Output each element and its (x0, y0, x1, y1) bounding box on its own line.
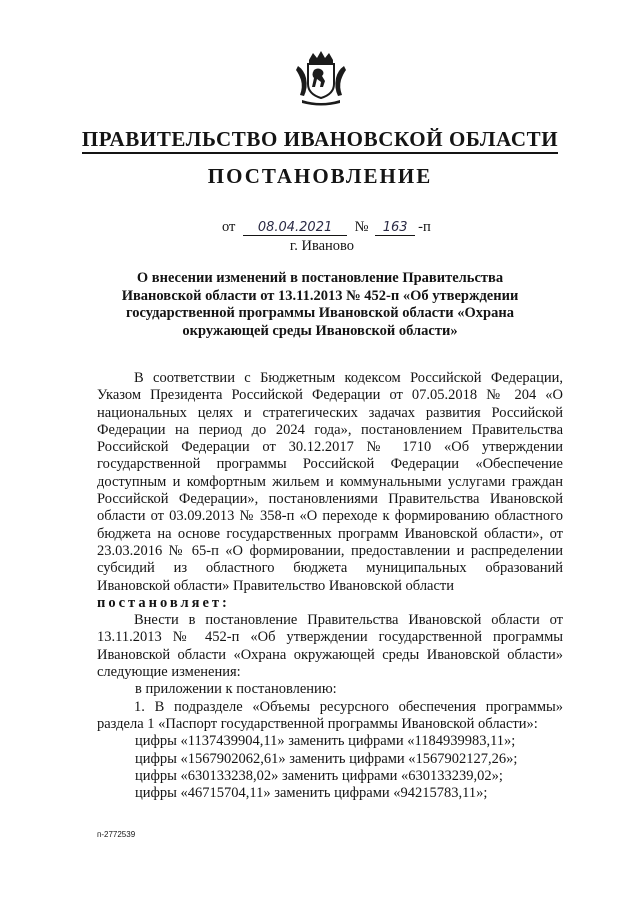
decides-word: постановляет: (97, 594, 230, 611)
footer-code: п-2772539 (97, 830, 136, 839)
date-number-line (222, 219, 431, 236)
number-suffix: -п (418, 219, 431, 235)
document-body (97, 370, 563, 802)
replacement-line: цифры «1567902062,61» заменить цифрами «1567902127,26»; (135, 750, 518, 767)
coat-of-arms-icon (294, 50, 348, 106)
item-1-paragraph: 1. В подразделе «Объемы ресурсного обеспечения программы» раздела 1 «Паспорт государственной программы Ивановской области»: (97, 698, 563, 732)
document-subject: О внесении изменений в постановление Правительства Ивановской области от 13.11.2013 № 452-п «Об утверждении государственной программы Ивановской области «Охрана окружающей среды Ивановской области» (121, 270, 519, 339)
replacement-line: цифры «1137439904,11» заменить цифрами «1184939983,11»; (135, 733, 516, 750)
date-prefix: от (222, 219, 236, 235)
document-type: ПОСТАНОВЛЕНИЕ (207, 164, 433, 188)
replacement-line: цифры «630133238,02» заменить цифрами «630133239,02»; (135, 767, 503, 784)
document-date: 08.04.2021 (243, 220, 347, 236)
organization-title (0, 127, 640, 152)
preamble-paragraph: В соответствии с Бюджетным кодексом Российской Федерации, Указом Президента Российской Федерации от 07.05.2018 № 204 «О национальных целях и стратегических задачах развития Российской Федерации на период до 2024 года», постановлением Правительства Российской Федерации от 30.12.2017 № 1710 «Об утверждении государственной программы Российской Федерации «Обеспечение доступным и комфортным жильем и коммунальными услугами граждан Российской Федерации», постановлениями Правительства Ивановской области от 03.09.2013 № 358-п «О переходе к формированию областного бюджета на основе государственных программ Ивановской области», от 23.03.2016 № 65-п «О формировании, предоставлении и распределении субсидий из областного бюджета муниципальных образований Ивановской области» Правительство Ивановской области (97, 370, 563, 594)
number-prefix: № (354, 219, 369, 235)
document-number: 163 (375, 220, 415, 236)
city: г. Иваново (289, 238, 355, 254)
replacement-line: цифры «46715704,11» заменить цифрами «94215783,11»; (135, 785, 488, 802)
organization-name: ПРАВИТЕЛЬСТВО ИВАНОВСКОЙ ОБЛАСТИ (82, 127, 558, 154)
clause-paragraph: Внести в постановление Правительства Ивановской области от 13.11.2013 № 452-п «Об утверждении государственной программы Ивановской области «Охрана окружающей среды Ивановской области» следующие изменения: (97, 612, 563, 681)
annex-line: в приложении к постановлению: (135, 681, 337, 698)
